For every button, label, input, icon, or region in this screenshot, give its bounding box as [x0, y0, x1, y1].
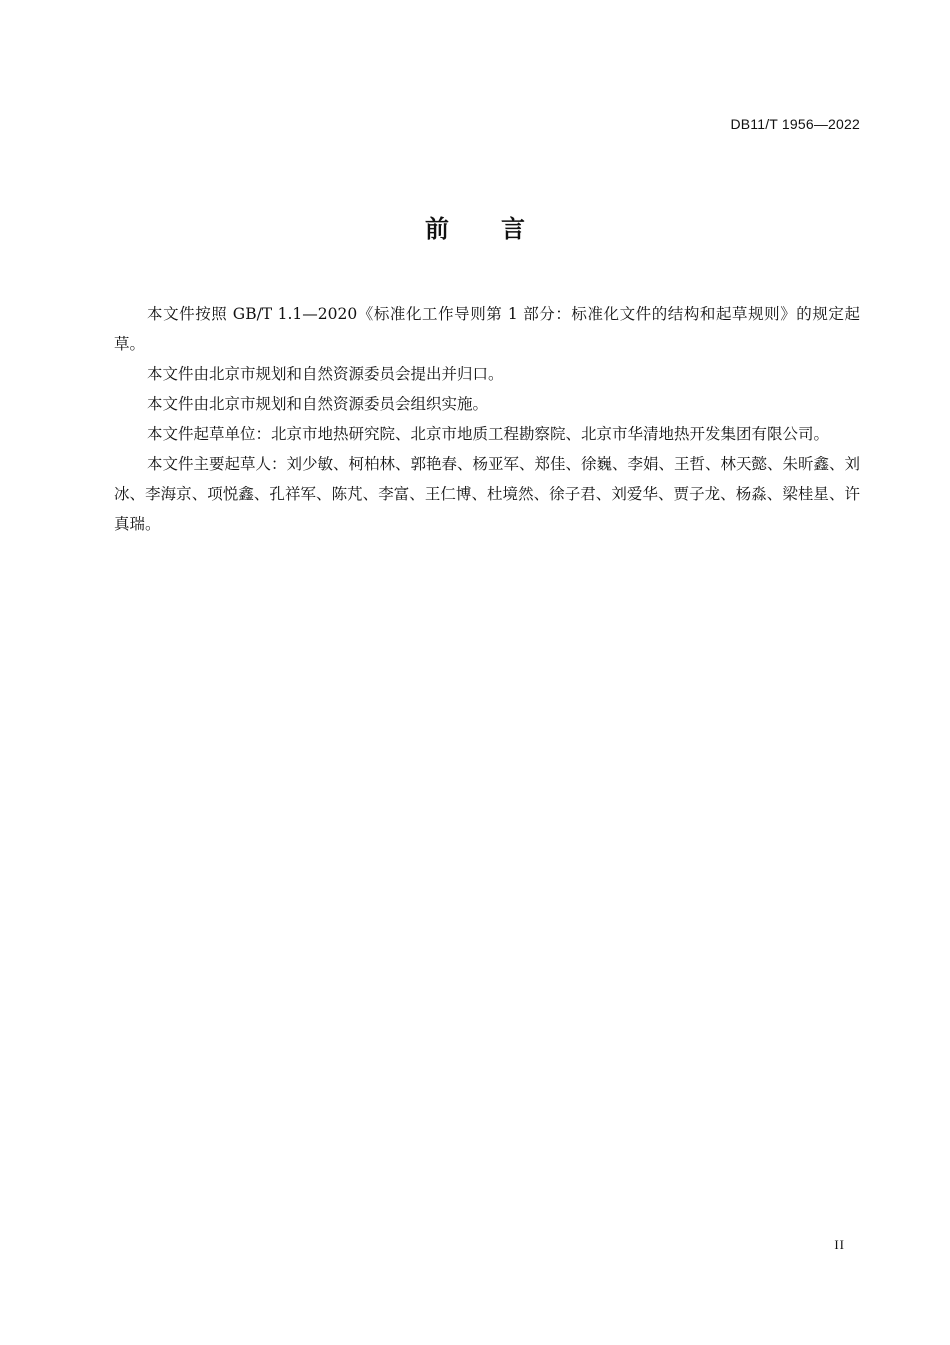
page-number: II: [834, 1237, 845, 1252]
page-title: 前言: [425, 215, 577, 243]
paragraph-proposer: 本文件由北京市规划和自然资源委员会提出并归口。: [147, 365, 504, 383]
document-code: DB11/T 1956—2022: [730, 116, 860, 132]
foreword-body: [114, 299, 860, 539]
paragraph-drafters: 本文件主要起草人：刘少敏、柯柏林、郭艳春、杨亚军、郑佳、徐巍、李娟、王哲、林天懿、朱昕鑫、刘冰、李海京、项悦鑫、孔祥军、陈芃、李富、王仁博、杜境然、徐子君、刘爱华、贾子龙、杨淼、梁桂星、许真瑞。: [114, 455, 861, 533]
paragraph-drafting-units: 本文件起草单位：北京市地热研究院、北京市地质工程勘察院、北京市华清地热开发集团有限公司。: [147, 425, 830, 443]
paragraph-drafting-basis: 本文件按照 GB/T 1.1—2020《标准化工作导则第 1 部分：标准化文件的结构和起草规则》的规定起草。: [114, 305, 860, 353]
paragraph-implementer: 本文件由北京市规划和自然资源委员会组织实施。: [147, 395, 489, 413]
